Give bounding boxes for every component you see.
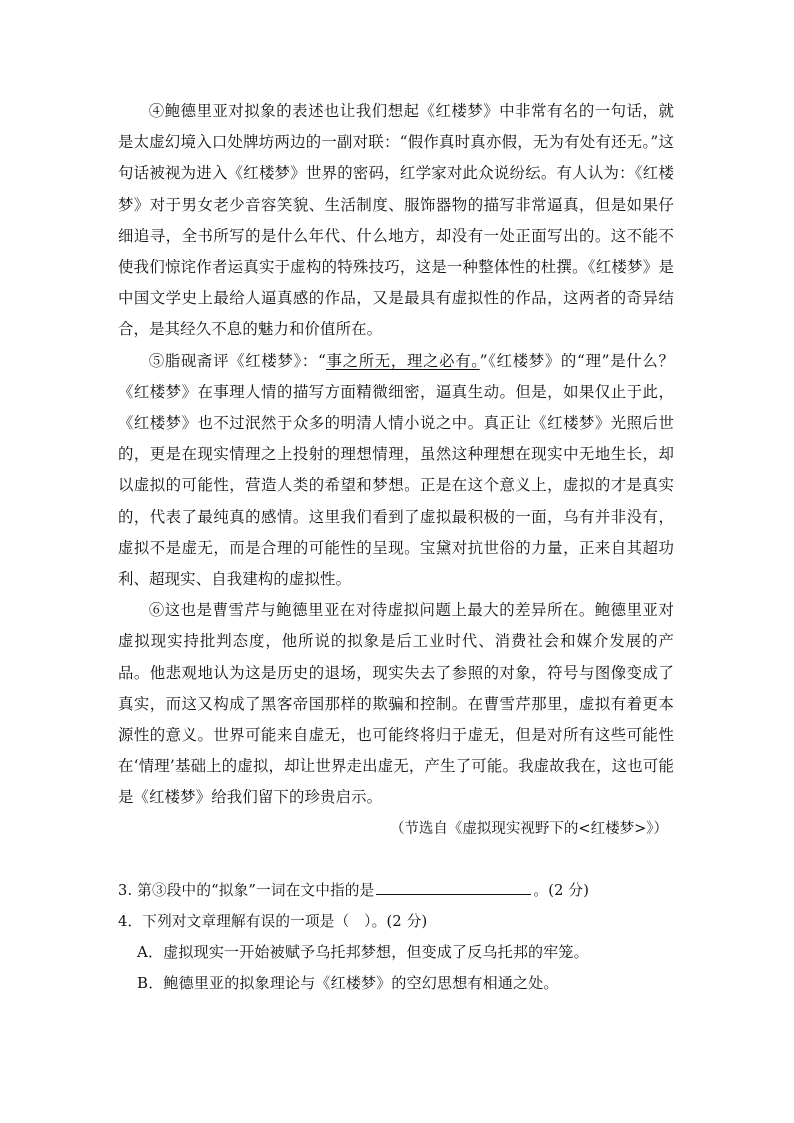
paragraph-6: ⑥这也是曹雪芹与鲍德里亚在对待虚拟问题上最大的差异所在。鲍德里亚对虚拟现实持批判态度，他所说的拟象是后工业时代、消费社会和媒介发展的产品。他悲观地认为这是历史的退场，现实失去了参照的对象，符号与图像变成了真实，而这又构成了黑客帝国那样的欺骗和控制。在曹雪芹那里，虚拟有着更本源性的意义。世界可能来自虚无，也可能终将归于虚无，但是对所有这些可能性在‘情理’基础上的虚拟，却让世界走出虚无，产生了可能。我虚故我在，这也可能是《红楼梦》给我们留下的珍贵启示。 xyxy=(118,601,674,807)
paragraph-4: ④鲍德里亚对拟象的表述也让我们想起《红楼梦》中非常有名的一句话，就是太虚幻境入口处牌坊两边的一副对联：“假作真时真亦假，无为有处有还无。”这句话被视为进入《红楼梦》世界的密码，红学家对此众说纷纭。有人认为：《红楼梦》对于男女老少音容笑貌、生活制度、服饰器物的描写非常逼真，但是如果仔细追寻，全书所写的是什么年代、什么地方，却没有一处正面写出的。这不能不使我们惊诧作者运真实于虚构的特殊技巧，这是一种整体性的杜撰。《红楼梦》是中国文学史上最给人逼真感的作品，又是最具有虚拟性的作品，这两者的奇异结合，是其经久不息的魅力和价值所在。 xyxy=(118,102,674,339)
paragraph-5-quote: 事之所无，理之必有。 xyxy=(326,351,480,370)
question-3 xyxy=(118,875,674,906)
option-b: B．鲍德里亚的拟象理论与《红楼梦》的空幻思想有相通之处。 xyxy=(137,974,559,993)
question-4-stem: 4．下列对文章理解有误的一项是（ ）。(2 分) xyxy=(118,913,428,931)
answer-blank[interactable] xyxy=(376,880,531,895)
question-3-suffix: 。(2 分) xyxy=(533,881,590,899)
paragraph-5-lead: ⑤脂砚斋评《红楼梦》：“ xyxy=(148,351,327,370)
option-a: A．虚拟现实一开始被赋予乌托邦梦想，但变成了反乌托邦的牢笼。 xyxy=(137,943,589,962)
document-page xyxy=(118,96,674,1000)
question-3-prefix: 3. 第③段中的“拟象”一词在文中指的是 xyxy=(118,881,375,899)
source-citation: （节选自《虚拟现实视野下的<红楼梦>》） xyxy=(389,820,668,837)
paragraph-5 xyxy=(118,346,674,596)
paragraph-5-body: ”《红楼梦》的“理”是什么？《红楼梦》在事理人情的描写方面精微细密，逼真生动。但是，如果仅止于此，《红楼梦》也不过泯然于众多的明清人情小说之中。真正让《红楼梦》光照后世的，更是在现实情理之上投射的理想情理，虽然这种理想在现实中无地生长，却以虚拟的可能性，营造人类的希望和梦想。正是在这个意义上，虚拟的才是真实的，代表了最纯真的感情。这里我们看到了虚拟最积极的一面，乌有并非没有，虚拟不是虚无，而是合理的可能性的呈现。宝黛对抗世俗的力量，正来自其超功利、超现实、自我建构的虚拟性。 xyxy=(118,351,674,589)
question-section xyxy=(118,875,674,1000)
